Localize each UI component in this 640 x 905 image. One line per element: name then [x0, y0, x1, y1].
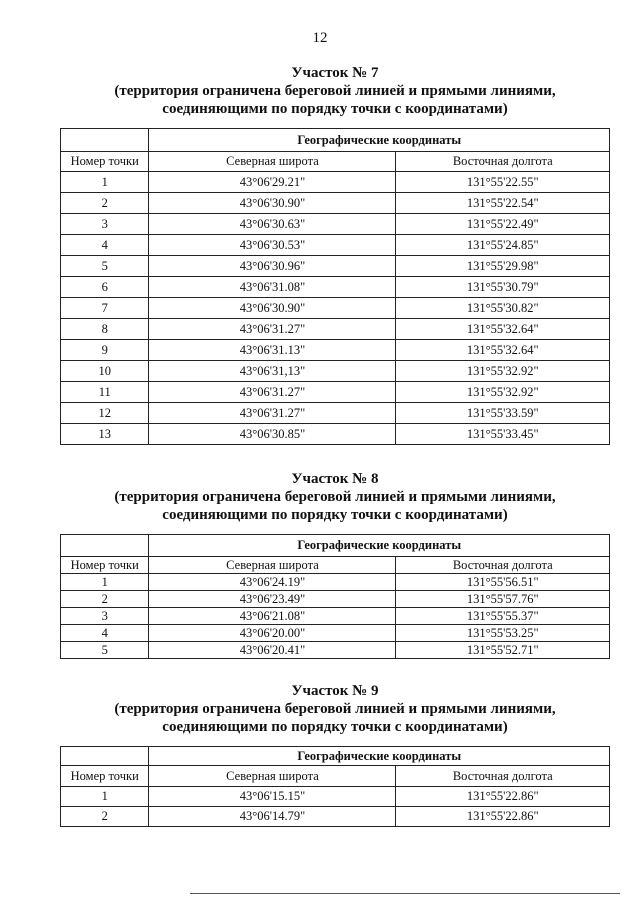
section-title: Участок № 7: [291, 65, 379, 81]
table-row: [61, 591, 610, 608]
cell-point-number: 9: [61, 340, 149, 361]
table-row: [61, 340, 610, 361]
cell-point-number: 5: [61, 642, 149, 659]
table-row: [61, 424, 610, 445]
cell-longitude: 131°55'32.64": [396, 319, 610, 340]
cell-point-number: 6: [61, 277, 149, 298]
table-row: [61, 807, 610, 827]
cell-point-number: 12: [61, 403, 149, 424]
column-header-latitude: Северная широта: [149, 152, 396, 172]
table-group-header: Географические координаты: [149, 535, 610, 557]
table-row: [61, 256, 610, 277]
table-row: [61, 787, 610, 807]
cell-longitude: 131°55'32.92": [396, 382, 610, 403]
cell-point-number: 8: [61, 319, 149, 340]
cell-longitude: 131°55'22.49": [396, 214, 610, 235]
cell-point-number: 7: [61, 298, 149, 319]
cell-longitude: 131°55'22.86": [396, 807, 610, 827]
cell-latitude: 43°06'20.00": [149, 625, 396, 642]
cell-longitude: 131°55'55.37": [396, 608, 610, 625]
table-row: [61, 319, 610, 340]
cell-latitude: 43°06'30.63": [149, 214, 396, 235]
coordinates-table: [60, 534, 610, 659]
cell-point-number: 10: [61, 361, 149, 382]
cell-point-number: 5: [61, 256, 149, 277]
cell-point-number: 4: [61, 235, 149, 256]
cell-point-number: 2: [61, 807, 149, 827]
section-subtitle-line1: (территория ограничена береговой линией и прямыми линиями,: [114, 701, 556, 717]
section-subtitle-line2: соединяющими по порядку точки с координатами): [162, 507, 508, 523]
cell-latitude: 43°06'14.79": [149, 807, 396, 827]
cell-latitude: 43°06'29.21": [149, 172, 396, 193]
section-subtitle-line2: соединяющими по порядку точки с координатами): [162, 719, 508, 735]
cell-latitude: 43°06'20.41": [149, 642, 396, 659]
cell-longitude: 131°55'30.82": [396, 298, 610, 319]
cell-longitude: 131°55'22.55": [396, 172, 610, 193]
cell-point-number: 4: [61, 625, 149, 642]
section-9: [60, 682, 610, 827]
section-7: [60, 64, 610, 445]
section-subtitle-line2: соединяющими по порядку точки с координатами): [162, 101, 508, 117]
section-subtitle-line1: (территория ограничена береговой линией и прямыми линиями,: [114, 489, 556, 505]
table-row: [61, 382, 610, 403]
cell-point-number: 2: [61, 193, 149, 214]
cell-latitude: 43°06'31.13": [149, 340, 396, 361]
page-bottom-rule: [190, 893, 620, 894]
section-title: Участок № 8: [291, 471, 379, 487]
cell-longitude: 131°55'56.51": [396, 574, 610, 591]
column-header-longitude: Восточная долгота: [396, 766, 610, 787]
cell-longitude: 131°55'33.59": [396, 403, 610, 424]
cell-latitude: 43°06'30.90": [149, 193, 396, 214]
column-header-latitude: Северная широта: [149, 557, 396, 574]
cell-longitude: 131°55'52.71": [396, 642, 610, 659]
cell-longitude: 131°55'33.45": [396, 424, 610, 445]
table-row: [61, 361, 610, 382]
cell-longitude: 131°55'30.79": [396, 277, 610, 298]
table-row: [61, 193, 610, 214]
table-row: [61, 574, 610, 591]
cell-point-number: 2: [61, 591, 149, 608]
cell-longitude: 131°55'24.85": [396, 235, 610, 256]
cell-latitude: 43°06'31.27": [149, 319, 396, 340]
column-header-latitude: Северная широта: [149, 766, 396, 787]
cell-longitude: 131°55'53.25": [396, 625, 610, 642]
cell-latitude: 43°06'31.08": [149, 277, 396, 298]
table-row: [61, 235, 610, 256]
column-header-point: Номер точки: [61, 766, 149, 787]
cell-latitude: 43°06'24.19": [149, 574, 396, 591]
cell-latitude: 43°06'23.49": [149, 591, 396, 608]
table-row: [61, 625, 610, 642]
cell-point-number: 1: [61, 172, 149, 193]
cell-latitude: 43°06'31.27": [149, 403, 396, 424]
cell-latitude: 43°06'30.90": [149, 298, 396, 319]
cell-point-number: 1: [61, 574, 149, 591]
table-row: [61, 277, 610, 298]
cell-latitude: 43°06'31,13": [149, 361, 396, 382]
cell-longitude: 131°55'22.86": [396, 787, 610, 807]
column-header-point: Номер точки: [61, 557, 149, 574]
cell-point-number: 13: [61, 424, 149, 445]
section-8: [60, 470, 610, 659]
cell-latitude: 43°06'21.08": [149, 608, 396, 625]
table-row: [61, 214, 610, 235]
column-header-longitude: Восточная долгота: [396, 557, 610, 574]
table-group-header: Географические координаты: [149, 747, 610, 766]
cell-latitude: 43°06'31.27": [149, 382, 396, 403]
cell-longitude: 131°55'32.92": [396, 361, 610, 382]
coordinates-table: [60, 746, 610, 827]
cell-latitude: 43°06'30.85": [149, 424, 396, 445]
cell-point-number: 1: [61, 787, 149, 807]
cell-point-number: 3: [61, 608, 149, 625]
cell-latitude: 43°06'15.15": [149, 787, 396, 807]
coordinates-table: [60, 128, 610, 445]
section-subtitle-line1: (территория ограничена береговой линией и прямыми линиями,: [114, 83, 556, 99]
cell-latitude: 43°06'30.53": [149, 235, 396, 256]
page-number: 12: [312, 30, 328, 46]
table-row: [61, 608, 610, 625]
section-title: Участок № 9: [291, 683, 379, 699]
table-row: [61, 172, 610, 193]
table-row: [61, 298, 610, 319]
cell-latitude: 43°06'30.96": [149, 256, 396, 277]
cell-point-number: 11: [61, 382, 149, 403]
column-header-point: Номер точки: [61, 152, 149, 172]
cell-longitude: 131°55'29.98": [396, 256, 610, 277]
cell-longitude: 131°55'32.64": [396, 340, 610, 361]
cell-longitude: 131°55'57.76": [396, 591, 610, 608]
table-row: [61, 642, 610, 659]
table-row: [61, 403, 610, 424]
column-header-longitude: Восточная долгота: [396, 152, 610, 172]
cell-point-number: 3: [61, 214, 149, 235]
cell-longitude: 131°55'22.54": [396, 193, 610, 214]
table-group-header: Географические координаты: [149, 129, 610, 152]
